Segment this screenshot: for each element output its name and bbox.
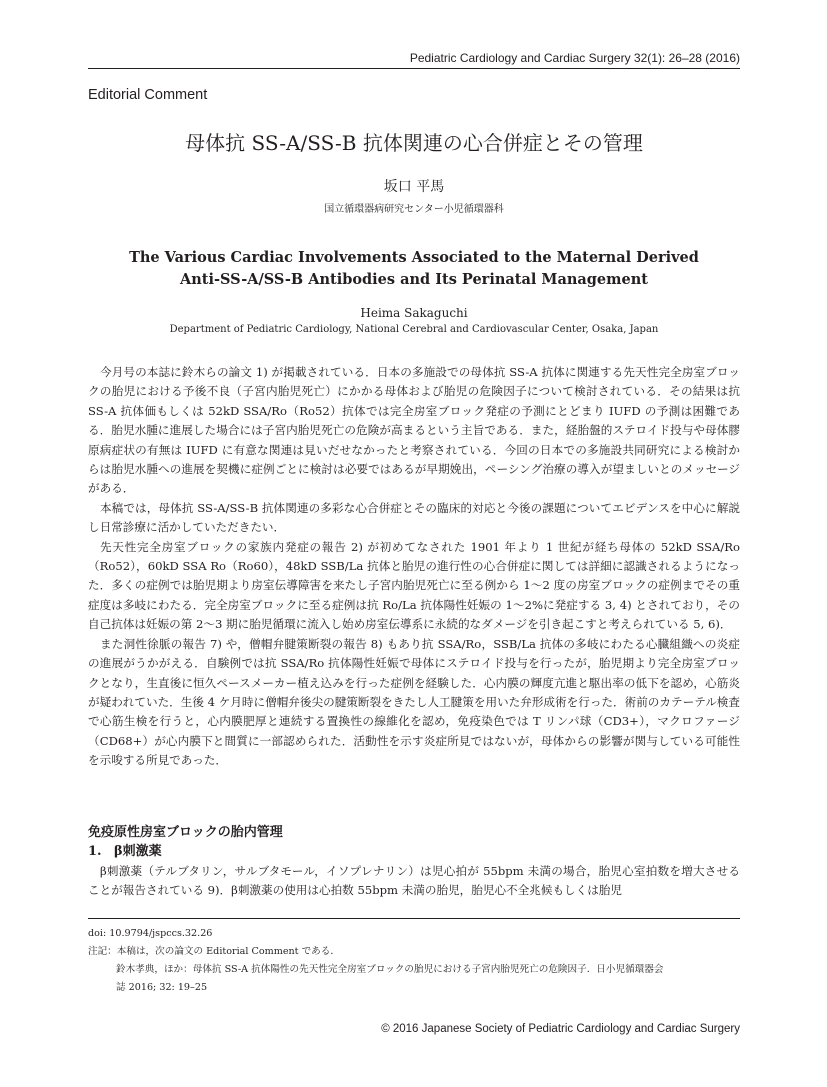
article-body (88, 363, 740, 771)
subsection-title: β刺激薬 (114, 844, 162, 859)
affiliation-english: Department of Pediatric Cardiology, National Cerebral and Cardiovascular Center, Osaka, Japan (169, 324, 659, 335)
subsection-number: 1. (88, 844, 102, 859)
footnote-divider (88, 918, 740, 919)
section-label: Editorial Comment (88, 87, 208, 103)
article-title-japanese: 母体抗 SS-A/SS-B 抗体関連の心合併症とその管理 (185, 131, 643, 155)
body-paragraph-3: 先天性完全房室ブロックの家族内発症の報告 2) が初めてなされた 1901 年より 1 世紀が経ち母体の 52kD SSA/Ro（Ro52），60kD SSA Ro（Ro60），48kD SSB/La 抗体と胎児の進行性の心合併症に関しては詳細に認識されるようになった．多くの症例では胎児期より房室伝導障害を来たし子宮内胎児死亡に至る例から 1〜2 度の房室ブロックの症例までその重症度は多岐にわたる．完全房室ブロックに至る症例は抗 Ro/La 抗体陽性妊娠の 1〜2%に発症する 3, 4) とされており，その自己抗体は妊娠の第 2〜3 期に胎児循環に流入し始め房室伝導系に永続的なダメージを引き起こすと考えられている 5, 6)． (88, 539, 740, 632)
editorial-note: 注記：本稿は，次の論文の Editorial Comment である． (88, 946, 340, 957)
title-english-line-2: Anti-SS-A/SS-B Antibodies and Its Perinatal Management (180, 271, 648, 288)
affiliation-japanese: 国立循環器病研究センター小児循環器科 (324, 204, 504, 215)
beta-agonist-paragraph: β刺激薬（テルブタリン，サルブタモール，イソプレナリン）は児心拍が 55bpm 未満の場合，胎児心室拍数を増大させることが報告されている 9)．β刺激薬の使用は心拍数 55bpm 未満の胎児，胎児心不全兆候もしくは胎児 (88, 864, 740, 898)
journal-citation-header: Pediatric Cardiology and Cardiac Surgery 32(1): 26–28 (2016) (409, 51, 740, 65)
doi-link[interactable]: doi: 10.9794/jspccs.32.26 (88, 928, 213, 939)
author-name-english: Heima Sakaguchi (360, 306, 468, 320)
reference-line-1: 鈴木孝典，ほか：母体抗 SS-A 抗体陽性の先天性完全房室ブロックの胎児における子宮内胎児死亡の危険因子．日小児循環器会 (116, 964, 664, 975)
body-paragraph-2: 本稿では，母体抗 SS-A/SS-B 抗体関連の多彩な心合併症とその臨床的対応と今後の課題についてエビデンスを中心に解説し日常診療に活かしていただきたい． (88, 500, 740, 535)
title-english-line-1: The Various Cardiac Involvements Associated to the Maternal Derived (129, 249, 699, 266)
footnotes (88, 925, 740, 997)
header-divider (88, 68, 740, 69)
body-paragraph-4: また洞性徐脈の報告 7) や，僧帽弁腱策断裂の報告 8) もあり抗 SSA/Ro，SSB/La 抗体の多岐にわたる心臓組織への炎症の進展がうかがえる．自験例では抗 SSA/Ro 抗体陽性妊娠で母体にステロイド投与を行ったが，胎児期より完全房室ブロックとなり，生直後に恒久ペースメーカー植え込みを行った症例を経験した．心内膜の輝度亢進と駆出率の低下を認め，心筋炎が疑われていた．生後 4 ケ月時に僧帽弁後尖の腱策断裂をきたし人工腱策を用いた弁形成術を行った．術前のカテーテル検査で心筋生検を行うと，心内膜肥厚と連続する置換性の線維化を認め，免疫染色では T リンパ球（CD3+），マクロファージ（CD68+）が心内膜下と間質に一部認められた．活動性を示す炎症所見ではないが，母体からの影響が関与している可能性を示唆する所見であった． (88, 636, 740, 768)
subsection-heading (88, 842, 162, 861)
body-paragraph-1: 今月号の本誌に鈴木らの論文 1) が掲載されている．日本の多施設での母体抗 SS-A 抗体に関連する先天性完全房室ブロックの胎児における予後不良（子宮内胎児死亡）にかかる母体および胎児の危険因子について検討されている．その結果は抗 SS-A 抗体価もしくは 52kD SSA/Ro（Ro52）抗体では完全房室ブロック発症の予測にとどまり IUFD の予測は困難である．胎児水腫に進展した場合には子宮内胎児死亡の危険が高まるという主旨である．また，経胎盤的ステロイド投与や母体膠原病症状の有無は IUFD に有意な関連は見いだせなかったと考察されている．今回の日本での多施設共同研究による検討からは胎児水腫への進展を契機に症例ごとに検討は必要ではあるが早期娩出，ペーシング治療の導入が望ましいとのメッセージがある． (88, 365, 740, 496)
article-title-english (88, 247, 740, 291)
beta-agonist-section (88, 862, 740, 901)
section-heading: 免疫原性房室ブロックの胎内管理 (88, 825, 283, 840)
copyright-notice: © 2016 Japanese Society of Pediatric Cardiology and Cardiac Surgery (381, 1023, 740, 1035)
reference-line-2: 誌 2016; 32: 19–25 (116, 982, 208, 993)
author-name-japanese: 坂口 平馬 (383, 179, 445, 195)
